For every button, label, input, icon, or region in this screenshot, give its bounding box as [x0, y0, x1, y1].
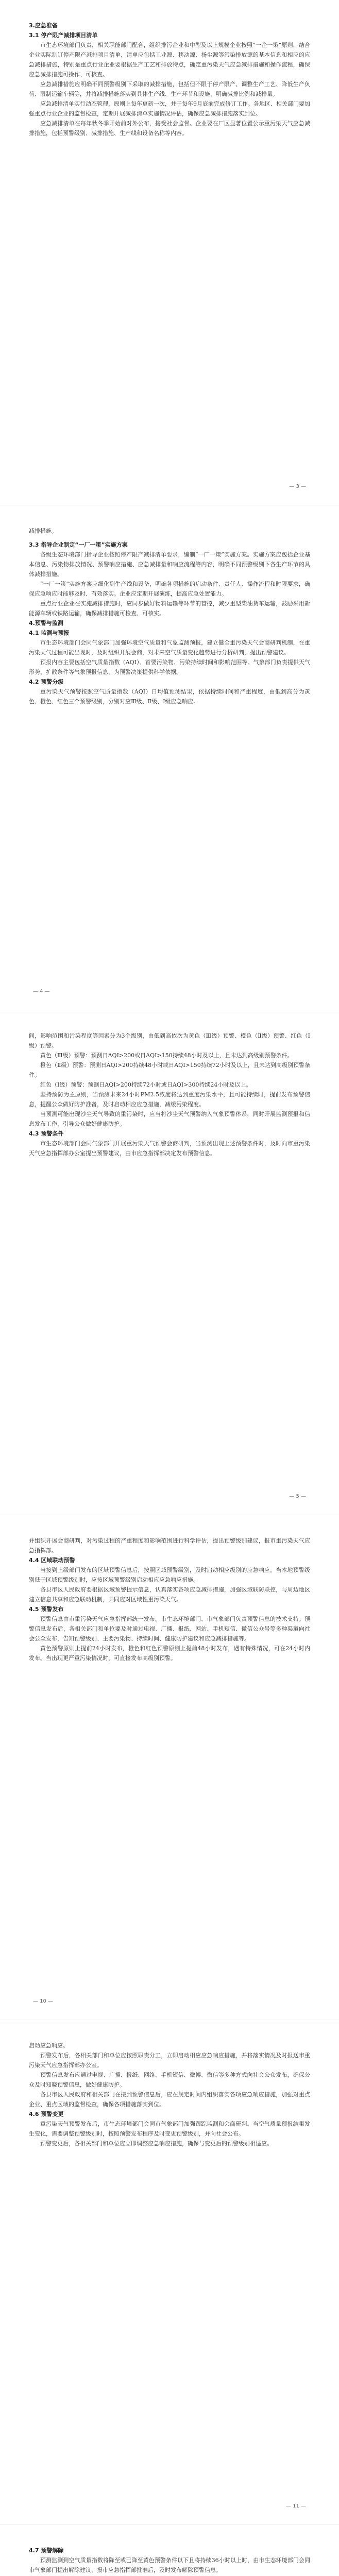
- paragraph: 预报内容主要包括空气质量指数（AQI）、首要污染物、污染持续时间和影响范围等。气象部门负责提供天气形势、扩散条件等气象预报信息，为预警决策提供科学依据。: [29, 659, 310, 675]
- subsection-heading: 4.5 预警发布: [29, 1606, 64, 1613]
- subsection-heading: 3.1 停产限产减排项目清单: [29, 32, 98, 39]
- paragraph: 市生态环境部门会同气象部门加强环境空气质量和气象监测预报，建立健全重污染天气会商研判机制，在重污染天气过程可能出现时，及时组织开展会商，对未来空气质量变化趋势进行分析研判，提出预警建议。: [29, 639, 310, 656]
- paragraph: 应急减排清单在每年秋冬季开始前对外公布，接受社会监督。企业要在厂区显著位置公示重污染天气应急减排措施，包括预警级别、减排措施、生产线和设备名称等内容。: [29, 120, 310, 137]
- paragraph: “一厂一策”实施方案应细化到生产线和设备，明确各项措施的启动条件、责任人、操作流程和时限要求，确保应急响应时能够及时、有效落实。企业应定期开展演练，提高应急处置能力。: [29, 581, 310, 597]
- page-number: — 3 —: [289, 484, 306, 489]
- document-page-6: [0, 2524, 339, 2576]
- document-page-2: [0, 505, 339, 1010]
- subsection-heading: 3.3 指导企业制定“一厂一策”实施方案: [29, 541, 128, 548]
- subsection-heading: 4.2 预警分级: [29, 679, 64, 685]
- paragraph: 重点行业企业在实施减排措施时，应同步做好物料运输等环节的管控，减少重型柴油货车运输，鼓励采用新能源车辆或铁路运输，确保减排措施可检查、可核实。: [29, 600, 310, 617]
- document-page-3: [0, 1010, 339, 1515]
- paragraph: 红色（Ⅰ级）预警：预测日AQI>200持续72小时或日AQI>300持续24小时及以上。: [40, 1081, 252, 1088]
- paragraph: 应急减排措施应明确不同预警级别下采取的减排措施，包括但不限于停产限产、调整生产工艺、降低生产负荷、限制运输车辆等，并将减排措施落实到具体生产线、生产环节和设施，明确减排比例和减排量。: [29, 81, 310, 97]
- subsection-heading: 4.3 预警条件: [29, 1130, 64, 1137]
- paragraph: 黄色（Ⅲ级）预警：预测日AQI>200或日AQI>150持续48小时及以上，且未达到高级别预警条件。: [40, 1052, 293, 1059]
- subsection-heading: 4.7 预警解除: [29, 2547, 64, 2554]
- paragraph: 市生态环境部门会同气象部门开展重污染天气预警会商研判，当预测出现上述预警条件时，及时向市重污染天气应急指挥部办公室提出预警建议，由市应急指挥部决定发布预警信息。: [29, 1140, 310, 1157]
- paragraph: 启动应急响应。: [29, 2042, 69, 2049]
- page-number: — 4 —: [33, 989, 50, 994]
- paragraph: 预警信息发布应通过电视、广播、报纸、网络、手机短信、微博、微信等多种方式向社会公众发布，确保公众及时知晓预警信息，做好健康防护。: [29, 2072, 310, 2088]
- section-heading: 4.预警与监测: [29, 620, 63, 626]
- subsection-heading: 4.6 预警变更: [29, 2111, 64, 2117]
- paragraph: 重污染天气预警按照空气质量指数（AQI）日均值预测结果，依据持续时间和严重程度，由低到高分为黄色、橙色、红色三个预警级别，分别对应Ⅲ级、Ⅱ级、Ⅰ级应急响应。: [29, 688, 310, 705]
- page-number: — 5 —: [289, 1494, 306, 1499]
- page-number: — 11 —: [285, 2503, 306, 2509]
- paragraph: 坚持预防为主原则，当预测未来24小时PM2.5浓度将达到重度污染水平，且可能持续时，提前发布预警信息，提醒公众做好防护准备，及时启动相应应急措施，减缓污染程度。: [29, 1091, 310, 1108]
- paragraph: 并组织开展会商研判，对污染过程的严重程度和影响范围进行科学评估，提出预警级别建议，报市重污染天气应急指挥部。: [29, 1537, 310, 1554]
- paragraph: 黄色预警原则上提前24小时发布，橙色和红色预警原则上提前48小时发布，遇有特殊情况，可在24小时内发布。当出现更严重污染情况时，可直接发布高级别预警。: [29, 1645, 310, 1662]
- paragraph: 当预测可能出现沙尘天气导致的重污染时，应当将沙尘天气预警纳入气象预警体系，同时开展监测预报和信息发布工作，引导公众做好健康防护。: [29, 1111, 310, 1127]
- document-page-5: [0, 2020, 339, 2524]
- document-page-4: [0, 1515, 339, 2020]
- paragraph: 间，影响范围和污染程度等因素分为3个级别，由低到高依次为黄色（Ⅲ级）预警、橙色（Ⅱ级）预警、红色（Ⅰ级）预警。: [29, 1032, 310, 1049]
- paragraph: 橙色（Ⅱ级）预警：预测日AQI>200持续48小时或日AQI>150持续72小时及以上，且未达到高级别预警条件。: [29, 1062, 310, 1078]
- paragraph: 预警发布后，各相关部门和单位应按照职责分工，立即启动相应应急响应措施，并将落实情况及时报送市重污染天气应急指挥部办公室。: [29, 2052, 310, 2069]
- paragraph: 各县市区人民政府要根据区域预警提示信息，认真落实各项应急减排措施，加强区域联防联控，与周边地区建立信息共享和应急联动机制，共同应对区域性重污染天气。: [29, 1586, 310, 1603]
- paragraph: 重污染天气预警发布后，市生态环境部门会同市气象部门加强跟踪监测和会商研判。当空气质量预报结果发生变化，需要调整预警级别时，按照预警发布程序及时变更预警级别，并向社会公布。: [29, 2121, 310, 2137]
- document-page-1: [0, 0, 339, 505]
- subsection-heading: 4.1 监测与预报: [29, 630, 70, 636]
- paragraph: 各县市区人民政府和相关部门在接到预警信息后，应在规定时间内组织落实各项应急响应措施，加强对重点企业、重点区域的监督检查，确保各项措施落实到位。: [29, 2091, 310, 2108]
- paragraph: 各级生态环境部门指导企业按照停产限产减排清单要求，编制“一厂一策”实施方案。实施方案应包括企业基本信息、污染物排放情况、预警响应措施、应急减排量和响应流程等内容，明确不同预警级别下各生产环节的具体减排措施。: [29, 551, 310, 578]
- paragraph: 当接到上级部门发布的区域预警信息后，按照区域预警级别，及时启动相应级别的应急响应。当本地预警级别低于区域预警级别时，应按区域预警级别启动相应应急响应措施。: [29, 1567, 310, 1583]
- page-number: — 10 —: [33, 1998, 54, 2004]
- paragraph: 预测监测到空气质量指数将降至或已降至黄色预警条件以下且将持续36小时以上时，由市生态环境部门会同市气象部门提出解除建议，报市应急指挥部批准后，及时发布解除预警信息。: [29, 2557, 310, 2573]
- subsection-heading: 4.4 区域联动预警: [29, 1557, 75, 1564]
- paragraph: 市生态环境部门负责，相关职能部门配合，组织排污企业和中型及以上规模企业按照“一企一策”原则，结合企业实际制订停产限产减排项目清单，清单应包括工业源、移动源、扬尘源等污染排放源的基本信息和相应的应急减排措施，特别是重点行业企业要根据生产工艺和排放特点，确定重污染天气应急减排措施和操作流程，确保应急减排措施可操作、可核查。: [29, 42, 310, 78]
- paragraph: 应急减排清单实行动态管理，原则上每年更新一次，并于每年9月底前完成修订工作。各地区、相关部门要加强重点行业企业的监督检查，定期开展减排清单实施情况评估，确保应急减排措施落实到位。: [29, 100, 310, 117]
- section-heading: 3.应急准备: [29, 22, 58, 29]
- paragraph: 预警信息由市重污染天气应急指挥部统一发布。市生态环境部门、市气象部门负责预警信息的技术支持。预警信息发布后，各相关部门和单位要及时通过电视、广播、报纸、网站、手机短信、微信公众号等多种渠道向社会公众发布，告知预警级别、主要污染物、持续时间、健康防护建议和应急减排措施等。: [29, 1616, 310, 1642]
- paragraph: 减排措施。: [29, 528, 57, 534]
- paragraph: 预警变更后，各相关部门和单位应立即调整应急响应措施，确保与变更后的预警级别相适应。: [40, 2140, 273, 2147]
